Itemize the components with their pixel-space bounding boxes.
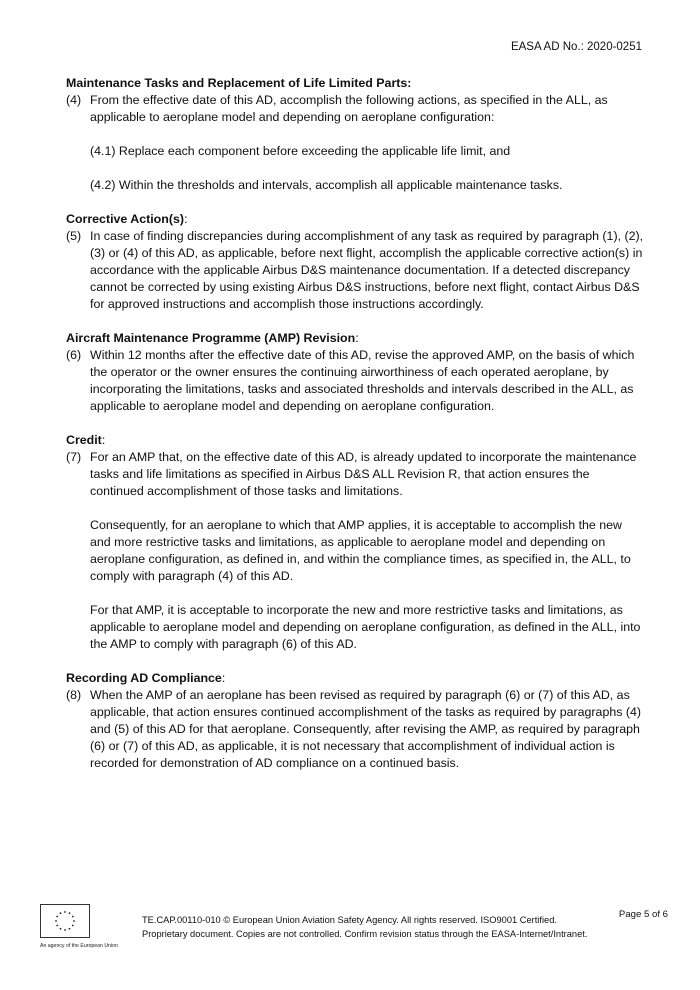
paragraph-number: (5) xyxy=(66,229,82,243)
footer-notice xyxy=(142,913,612,941)
paragraph-8 xyxy=(66,687,646,772)
agency-caption: An agency of the European Union xyxy=(40,943,118,949)
sub-item-4-1: (4.1) Replace each component before exceeding the applicable life limit, and xyxy=(90,144,511,158)
section-heading-maintenance: Maintenance Tasks and Replacement of Life Limited Parts: xyxy=(66,76,412,90)
paragraph-text: When the AMP of an aeroplane has been revised as required by paragraph (6) or (7) of this AD, as applicable, that action ensures continued accomplishment of the tasks as required by paragraphs (4) and (5) of this AD for that aeroplane. Consequently, after revising the AMP, as required by paragraph (6) or (7) of this AD, as applicable, it is not necessary that accomplishment of individual action is recorded for demonstration of AD compliance on a continued basis. xyxy=(90,688,642,770)
paragraph-number: (8) xyxy=(66,688,82,702)
heading-colon: : xyxy=(221,671,226,685)
paragraph-6 xyxy=(66,347,646,415)
paragraph-text: In case of finding discrepancies during accomplishment of any task as required by paragraph (1), (2), (3) or (4) of this AD, as applicable, before next flight, accomplish the applicable corrective action(s) in accordance with the applicable Airbus D&S maintenance documentation. If a detected discrepancy cannot be corrected by using existing Airbus D&S instructions, before next flight, contact Airbus D&S for approved instructions and accomplish those instructions accordingly. xyxy=(90,229,644,311)
eu-flag-icon xyxy=(40,904,90,938)
heading-text: Recording AD Compliance xyxy=(66,671,222,685)
paragraph-text: Consequently, for an aeroplane to which that AMP applies, it is acceptable to accomplish the new and more restrictive tasks and limitations, as applicable to aeroplane model and depending on aeroplane configuration, as defined in, and within the compliance times, as specified in, the ALL, to comply with paragraph (4) of this AD. xyxy=(90,518,631,583)
heading-colon: : xyxy=(101,433,106,447)
paragraph-text: Within 12 months after the effective date of this AD, revise the approved AMP, on the basis of which the operator or the owner ensures the continuing airworthiness of each operated aeroplane, by incorporating the limitations, tasks and associated thresholds and intervals described in the ALL, as applicable to aeroplane model and depending on aeroplane configuration. xyxy=(90,348,635,413)
heading-colon: : xyxy=(355,331,359,345)
paragraph-number: (4) xyxy=(66,93,82,107)
paragraph-text: For that AMP, it is acceptable to incorporate the new and more restrictive tasks and limitations, as applicable to aeroplane model and depending on aeroplane configuration, as defined in the ALL, into the AMP to comply with paragraph (6) of this AD. xyxy=(90,603,641,651)
heading-text: Aircraft Maintenance Programme (AMP) Revision xyxy=(66,331,356,345)
paragraph-text: For an AMP that, on the effective date of this AD, is already updated to incorporate the maintenance tasks and life limitations as specified in Airbus D&S ALL Revision R, that action ensures the continued accomplishment of those tasks and limitations. xyxy=(90,450,637,498)
paragraph-4 xyxy=(66,92,646,126)
sub-item-4-2: (4.2) Within the thresholds and intervals, accomplish all applicable maintenance tasks. xyxy=(90,178,563,192)
page-number: Page 5 of 6 xyxy=(618,909,668,920)
section-heading-corrective xyxy=(66,211,646,228)
paragraph-number: (6) xyxy=(66,348,82,362)
section-heading-recording xyxy=(66,670,646,687)
heading-colon: : xyxy=(183,212,188,226)
ad-number: EASA AD No.: 2020-0251 xyxy=(510,41,642,53)
footer-line-1: TE.CAP.00110-010 © European Union Aviation Safety Agency. All rights reserved. ISO9001 Certified. xyxy=(142,915,557,925)
section-heading-amp-revision xyxy=(66,330,646,347)
section-heading-credit xyxy=(66,432,646,449)
heading-text: Credit xyxy=(66,433,102,447)
document-body xyxy=(66,75,646,772)
paragraph-text: From the effective date of this AD, accomplish the following actions, as specified in the ALL, as applicable to aeroplane model and depending on aeroplane configuration: xyxy=(90,93,608,124)
footer-line-2: Proprietary document. Copies are not controlled. Confirm revision status through the EASA-Internet/Intranet. xyxy=(142,929,588,939)
paragraph-number: (7) xyxy=(66,450,82,464)
eu-stars-icon xyxy=(41,905,89,937)
paragraph-5 xyxy=(66,228,646,313)
paragraph-7 xyxy=(66,449,646,653)
heading-text: Corrective Action(s) xyxy=(66,212,184,226)
